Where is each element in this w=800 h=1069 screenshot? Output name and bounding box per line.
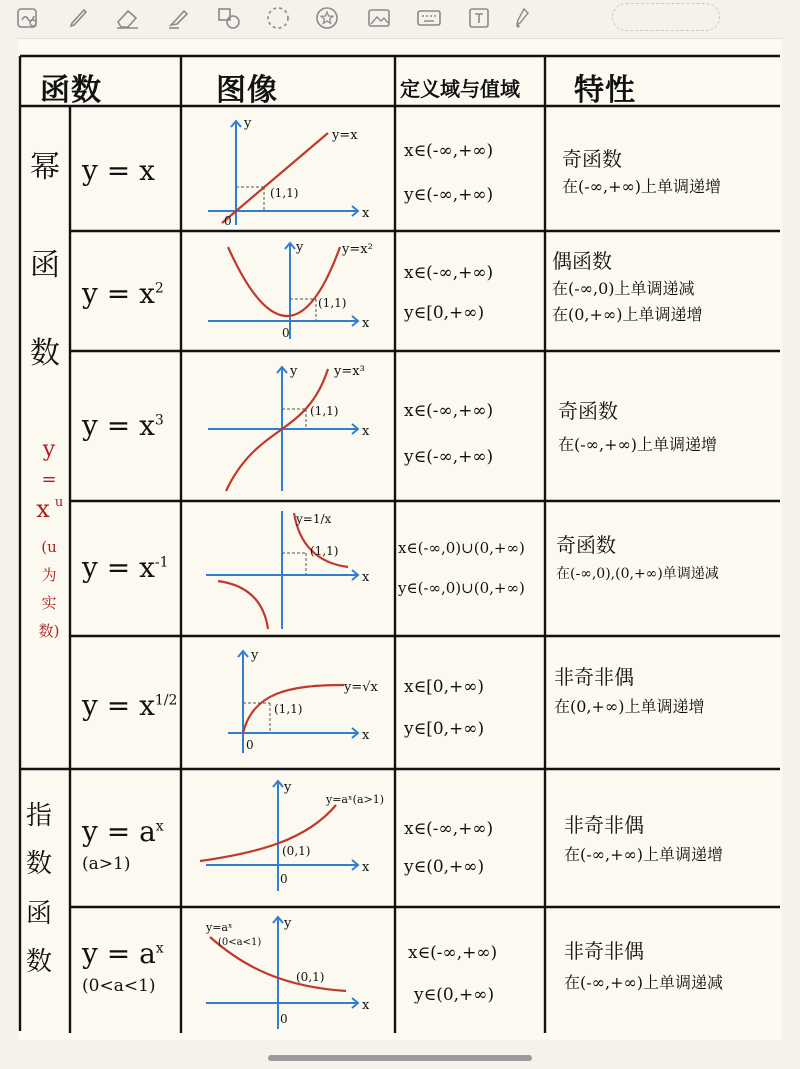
svg-text:(0<a<1): (0<a<1)	[218, 937, 262, 948]
svg-text:0: 0	[246, 738, 254, 752]
property-row-4: 奇函数 在(-∞,0),(0,+∞)单调递减	[556, 533, 719, 582]
property-row-3: 奇函数 在(-∞,+∞)上单调递增	[558, 399, 718, 454]
side-label-power-2: 函	[30, 248, 60, 283]
highlighter-icon[interactable]	[164, 4, 192, 32]
power-note-x: x	[36, 495, 50, 523]
toolbar	[0, 0, 800, 36]
range-row-3: y∈(-∞,+∞)	[404, 447, 494, 467]
svg-text:0: 0	[282, 326, 290, 340]
svg-text:x: x	[362, 998, 370, 1013]
svg-text:(1,1): (1,1)	[318, 296, 347, 310]
equation-row-3: $y = x^3$	[82, 409, 164, 442]
pen-icon[interactable]	[64, 4, 92, 32]
svg-text:y: y	[296, 240, 304, 255]
svg-text:y: y	[251, 648, 259, 663]
graph-row-1	[198, 111, 388, 229]
side-label-exp-3: 函	[26, 899, 53, 929]
equation-row-4: $y = x^{-1}$	[82, 551, 169, 584]
equation-row-5: $y = x^{1/2}$	[82, 689, 178, 722]
text-icon[interactable]	[464, 4, 494, 32]
property-row-2: 偶函数 在(-∞,0)上单调递减 在(0,+∞)上单调递增	[552, 249, 703, 324]
toolbar-placeholder	[612, 3, 720, 31]
side-label-power-1: 幂	[30, 150, 60, 185]
svg-text:(1,1): (1,1)	[310, 404, 339, 418]
svg-text:0: 0	[280, 1012, 288, 1026]
equation-row-7: $y = a^x$ (0<a<1)	[82, 937, 164, 996]
svg-text:(1,1): (1,1)	[274, 702, 303, 716]
svg-text:y: y	[284, 780, 292, 795]
svg-text:y=x: y=x	[332, 128, 358, 143]
header-property: 特性	[574, 73, 636, 108]
svg-text:0: 0	[280, 872, 288, 886]
equation-row-1: y = x	[82, 154, 155, 187]
keyboard-icon[interactable]	[414, 4, 444, 32]
equation-row-6: $y = a^x$ (a>1)	[82, 815, 164, 874]
domain-row-6: x∈(-∞,+∞)	[404, 819, 494, 839]
side-label-power-3: 数	[30, 336, 60, 371]
range-row-6: y∈(0,+∞)	[404, 857, 485, 877]
range-row-4: y∈(-∞,0)∪(0,+∞)	[398, 579, 525, 597]
domain-row-5: x∈[0,+∞)	[404, 677, 485, 697]
graph-row-2	[198, 235, 388, 349]
svg-text:y=x³: y=x³	[334, 364, 365, 379]
svg-text:y=aˣ(a>1): y=aˣ(a>1)	[326, 793, 385, 806]
shapes-icon[interactable]	[214, 4, 244, 32]
svg-text:y=x²: y=x²	[342, 242, 373, 257]
domain-row-7: x∈(-∞,+∞)	[408, 943, 498, 963]
svg-text:(1,1): (1,1)	[270, 186, 299, 200]
range-row-1: y∈(-∞,+∞)	[404, 185, 494, 205]
svg-text:0: 0	[224, 214, 232, 228]
svg-text:x: x	[362, 316, 370, 331]
graph-row-3	[198, 357, 388, 497]
sticker-icon[interactable]	[312, 4, 342, 32]
domain-row-2: x∈(-∞,+∞)	[404, 263, 494, 283]
header-domain-range: 定义域与值域	[400, 77, 520, 101]
svg-text:y: y	[290, 364, 298, 379]
header-graph: 图像	[216, 73, 278, 108]
svg-text:(1,1): (1,1)	[310, 544, 339, 558]
side-label-exp-4: 数	[26, 947, 53, 977]
domain-row-1: x∈(-∞,+∞)	[404, 141, 494, 161]
svg-text:y=1/x: y=1/x	[296, 512, 332, 526]
side-label-exp-1: 指	[26, 801, 53, 831]
eraser-icon[interactable]	[112, 4, 144, 32]
svg-text:y: y	[284, 916, 292, 931]
equation-row-2: $y = x^2$	[82, 277, 164, 310]
power-note-eq: =	[41, 469, 57, 490]
header-function: 函数	[40, 73, 102, 108]
svg-text:x: x	[362, 206, 370, 221]
home-indicator[interactable]	[268, 1055, 532, 1061]
property-row-5: 非奇非偶 在(0,+∞)上单调递增	[554, 665, 705, 716]
range-row-5: y∈[0,+∞)	[404, 719, 485, 739]
side-label-exp-2: 数	[26, 849, 53, 879]
range-row-2: y∈[0,+∞)	[404, 303, 485, 323]
zoom-pen-icon[interactable]	[14, 4, 42, 32]
svg-text:x: x	[362, 424, 370, 439]
power-note-y: y	[42, 437, 56, 462]
graph-row-4	[198, 505, 388, 633]
svg-text:x: x	[362, 570, 370, 585]
svg-text:y=aˣ: y=aˣ	[206, 921, 233, 934]
svg-text:x: x	[362, 860, 370, 875]
svg-text:y=√x: y=√x	[344, 680, 378, 695]
domain-row-4: x∈(-∞,0)∪(0,+∞)	[398, 539, 525, 557]
note-sheet	[18, 38, 782, 1040]
power-note-condition: (u为实数)	[38, 538, 60, 640]
graph-row-7	[196, 909, 388, 1033]
range-row-7: y∈(0,+∞)	[414, 985, 495, 1005]
svg-text:x: x	[362, 728, 370, 743]
lasso-icon[interactable]	[262, 4, 292, 32]
laser-icon[interactable]	[510, 4, 534, 32]
domain-row-3: x∈(-∞,+∞)	[404, 401, 494, 421]
graph-row-6	[196, 775, 388, 905]
svg-text:(0,1): (0,1)	[296, 970, 325, 984]
image-icon[interactable]	[364, 4, 394, 32]
property-row-7: 非奇非偶 在(-∞,+∞)上单调递减	[564, 939, 724, 992]
graph-row-5	[198, 641, 388, 765]
property-row-6: 非奇非偶 在(-∞,+∞)上单调递增	[564, 813, 724, 864]
power-note-u: u	[54, 495, 64, 510]
property-row-1: 奇函数 在(-∞,+∞)上单调递增	[562, 147, 722, 196]
svg-text:y: y	[244, 116, 252, 131]
svg-text:(0,1): (0,1)	[282, 844, 311, 858]
